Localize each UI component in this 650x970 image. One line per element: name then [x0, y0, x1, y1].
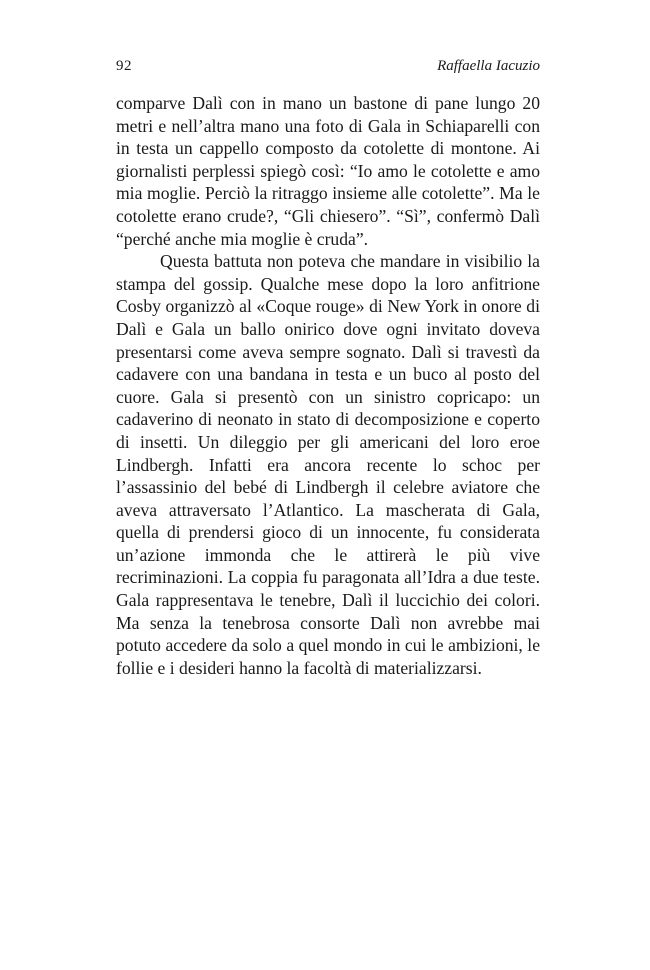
paragraph: comparve Dalì con in mano un bastone di pane lungo 20 metri e nell’altra mano una foto di Gala in Schiaparelli con in testa un cappello composto da cotolette di montone. Ai giornalisti perplessi spiegò così: “Io amo le cotolette e amo mia moglie. Perciò la ritraggo insieme alle cotolette”. Ma le cotolette erano crude?, “Gli chiesero”. “Sì”, confermò Dalì “perché anche mia moglie è cruda”.	[116, 93, 540, 249]
running-header	[116, 58, 540, 82]
paragraph: Questa battuta non poteva che mandare in visibilio la stampa del gossip. Qualche mese dopo la loro anfitrione Cosby organizzò al «Coque rouge» di New York in onore di Dalì e Gala un ballo onirico dove ogni invitato doveva presentarsi come aveva sempre sognato. Dalì si travestì da cadavere con una bandana in testa e un buco al posto del cuore. Gala si presentò con un sinistro copricapo: un cadaverino di neonato in stato di decomposizione e coperto di insetti. Un dileggio per gli americani del loro eroe Lindbergh. Infatti era ancora recente lo schoc per l’assassinio del bebé di Lindbergh il celebre aviatore che aveva attraversato l’Atlantico. La mascherata di Gala, quella di prendersi gioco di un innocente, fu considerata un’azione immonda che le attirerà le più vive recriminazioni. La coppia fu paragonata all’Idra a due teste. Gala rappresentava le tenebre, Dalì il luccichio dei colori. Ma senza la tenebrosa consorte Dalì non avrebbe mai potuto accedere da solo a quel mondo in cui le ambizioni, le follie e i desideri hanno la facoltà di materializzarsi.	[116, 251, 540, 678]
running-header-author: Raffaella Iacuzio	[437, 58, 540, 74]
page-number: 92	[116, 58, 132, 74]
body-text	[116, 92, 540, 679]
